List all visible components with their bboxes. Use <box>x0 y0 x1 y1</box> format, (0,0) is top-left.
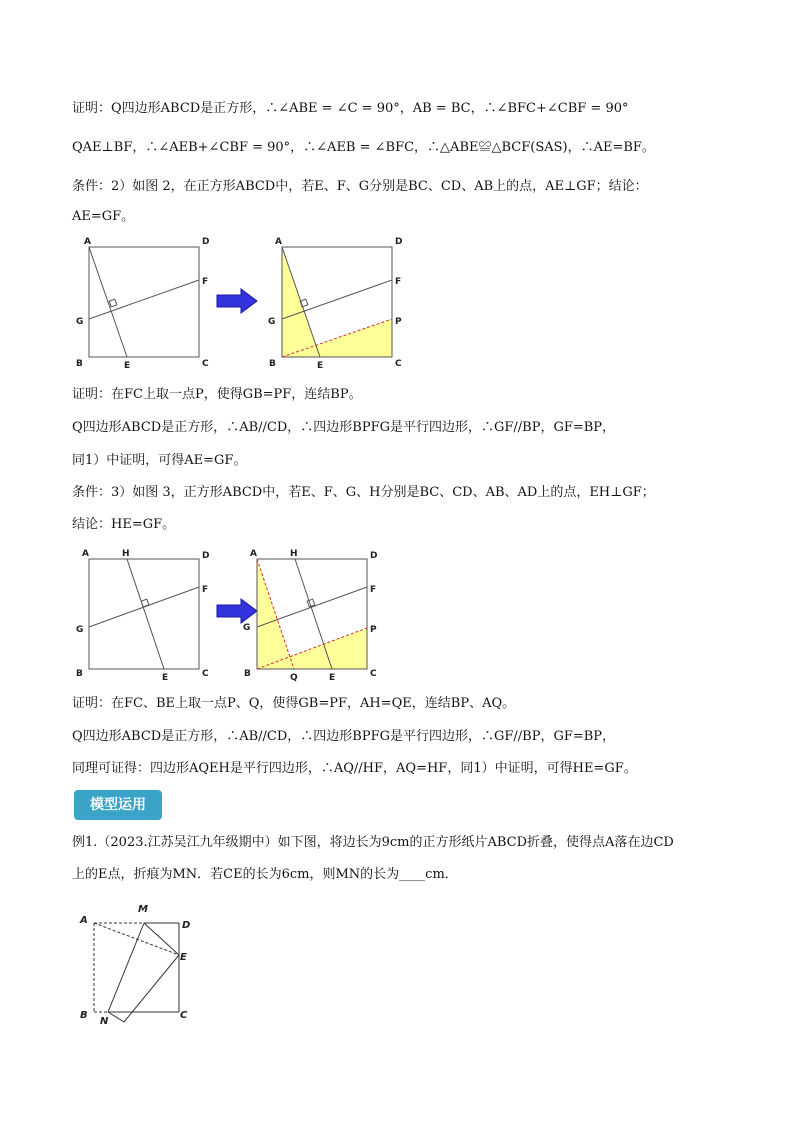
proof-2-line-3: 同1）中证明，可得AE=GF。 <box>72 453 247 468</box>
label-d: D <box>370 551 378 561</box>
label-c: C <box>180 1010 188 1021</box>
label-a: A <box>80 915 88 926</box>
label-n: N <box>100 1016 109 1027</box>
figure-2-left <box>72 232 222 372</box>
condition-3-line: 条件：3）如图 3，正方形ABCD中，若E、F、G、H分别是BC、CD、AB、AD上的点，EH⊥GF； <box>72 485 655 500</box>
label-e: E <box>124 361 131 371</box>
label-f: F <box>395 277 402 287</box>
label-p: P <box>395 317 402 327</box>
example-1-line-1: 例1.（2023.江苏吴江九年级期中）如下图，将边长为9cm的正方形纸片ABCD折叠，使得点A落在边CD <box>72 835 674 850</box>
label-p: P <box>370 625 377 635</box>
label-q: Q <box>290 673 298 683</box>
label-e: E <box>317 361 324 371</box>
proof-line-1: 证明：Q四边形ABCD是正方形，∴∠ABE = ∠C = 90°，AB = BC，∴∠BFC+∠CBF = 90° <box>72 101 629 116</box>
proof-2-line-2: Q四边形ABCD是正方形，∴AB//CD，∴四边形BPFG是平行四边形，∴GF//BP，GF=BP， <box>72 420 616 435</box>
label-a: A <box>84 237 91 247</box>
example-1-line-2: 上的E点，折痕为MN．若CE的长为6cm，则MN的长为____cm． <box>72 867 458 882</box>
label-c: C <box>370 669 377 679</box>
arrow-icon-1 <box>215 288 259 314</box>
label-m: M <box>138 904 148 915</box>
proof-3-line-3: 同理可证得：四边形AQEH是平行四边形，∴AQ//HF，AQ=HF，同1）中证明，可得HE=GF。 <box>72 761 637 776</box>
label-d: D <box>395 237 403 247</box>
label-b: B <box>269 359 276 369</box>
proof-line-2: QAE⊥BF，∴∠AEB+∠CBF = 90°，∴∠AEB = ∠BFC，∴△ABE≌△BCF(SAS)，∴AE=BF。 <box>72 140 655 155</box>
proof-3-line-1: 证明：在FC、BE上取一点P、Q，使得GB=PF，AH=QE，连结BP、AQ。 <box>72 696 516 711</box>
label-f: F <box>202 585 209 595</box>
figure-2-right <box>265 232 415 372</box>
label-f: F <box>370 585 377 595</box>
label-h: H <box>122 549 130 559</box>
label-g: G <box>243 623 251 633</box>
label-b: B <box>76 669 83 679</box>
conclusion-2-line: AE=GF。 <box>72 209 135 224</box>
conclusion-3-line: 结论：HE=GF。 <box>72 517 176 532</box>
condition-2-line: 条件：2）如图 2，在正方形ABCD中，若E、F、G分别是BC、CD、AB上的点，AE⊥GF；结论： <box>72 179 648 194</box>
label-d: D <box>202 237 210 247</box>
proof-2-line-1: 证明：在FC上取一点P，使得GB=PF，连结BP。 <box>72 387 362 402</box>
label-g: G <box>268 317 276 327</box>
label-g: G <box>76 625 84 635</box>
section-badge: 模型运用 <box>74 790 162 820</box>
label-c: C <box>202 359 209 369</box>
label-e: E <box>329 673 336 683</box>
label-g: G <box>76 317 84 327</box>
label-e: E <box>180 952 187 963</box>
label-a: A <box>275 237 282 247</box>
label-a: A <box>250 549 257 559</box>
label-b: B <box>76 359 83 369</box>
label-d: D <box>182 920 191 931</box>
figure-3-left <box>72 544 222 684</box>
label-a: A <box>82 549 89 559</box>
label-h: H <box>290 549 298 559</box>
label-c: C <box>395 359 402 369</box>
label-e: E <box>162 673 169 683</box>
example-figure <box>72 898 212 1028</box>
figure-3-right <box>240 544 390 684</box>
label-d: D <box>202 551 210 561</box>
label-b: B <box>80 1010 88 1021</box>
label-f: F <box>202 277 209 287</box>
proof-3-line-2: Q四边形ABCD是正方形，∴AB//CD，∴四边形BPFG是平行四边形，∴GF//BP，GF=BP， <box>72 729 616 744</box>
label-c: C <box>202 669 209 679</box>
label-b: B <box>244 669 251 679</box>
